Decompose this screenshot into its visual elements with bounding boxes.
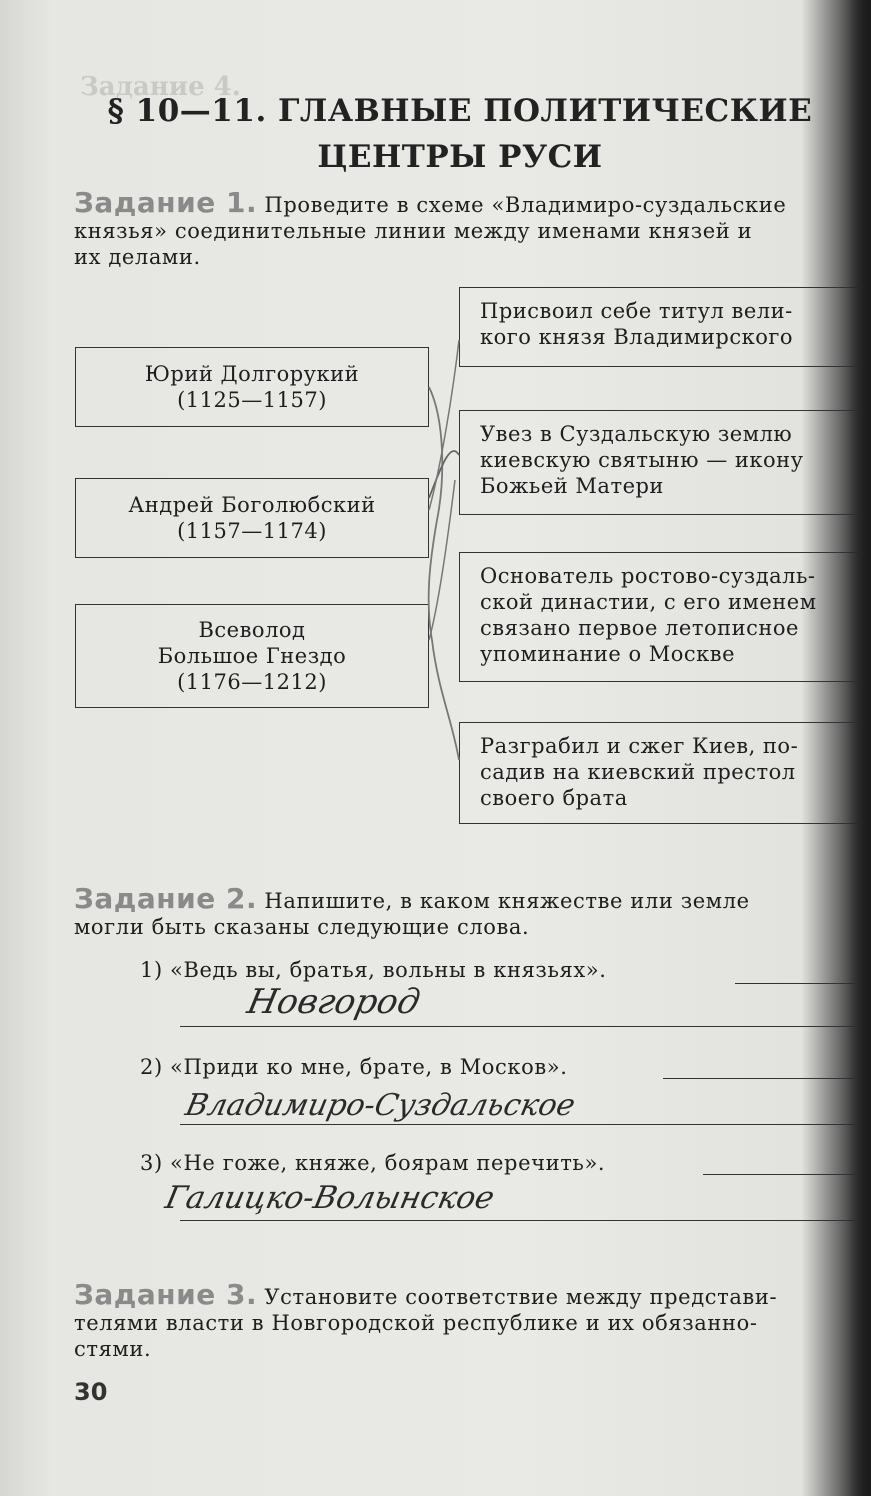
answer-line [663,1078,855,1079]
bleed-through-text: Задание 4. [80,72,241,102]
answer-line [735,983,855,984]
task1-text-line1: Проведите в схеме «Владимиро-суздальские [264,193,787,217]
deed-line: упоминание о Москве [480,642,736,666]
answer-line [180,1220,855,1221]
handwritten-answer-1: Новгород [243,982,424,1022]
task1-label: Задание 1. [74,186,258,219]
deed-line: Присвоил себе титул вели- [480,299,793,323]
item-quote: «Приди ко мне, брате, в Москов». [170,1055,568,1079]
task3-label: Задание 3. [74,1278,258,1311]
prince-name: Юрий Долгорукий [144,362,360,386]
line-vsevolod-to-deed1 [429,480,455,640]
item-number: 2) [140,1055,163,1079]
item-number: 1) [140,958,163,982]
task2-label: Задание 2. [74,882,258,915]
task3-text-line1: Установите соответствие между представи- [264,1285,778,1309]
task1-text-line2: князья» соединительные линии между именами князей и [74,219,753,243]
prince-name-line2: Большое Гнездо [157,644,347,668]
title-line-1: § 10—11. ГЛАВНЫЕ ПОЛИТИЧЕСКИЕ [107,93,813,129]
page-number: 30 [74,1378,108,1406]
answer-line [180,1124,855,1125]
deed-line: Увез в Суздальскую землю [480,422,793,446]
deed-line: ской династии, с его именем [480,590,817,614]
title-line-2: ЦЕНТРЫ РУСИ [317,139,603,175]
task3-intro [74,1278,778,1362]
deed-line: садив на киевский престол [480,760,796,784]
binding-shadow [846,0,871,1496]
prince-name: Андрей Боголюбский [128,493,376,517]
deed-line: киевскую святыню — икону [480,448,804,472]
deed-line: связано первое летописное [480,616,799,640]
handwritten-answer-2: Владимиро-Суздальское [182,1088,579,1123]
deed-line: кого князя Владимирского [480,325,794,349]
task2-item-1 [140,958,607,982]
deed-line: Основатель ростово-суздаль- [480,564,816,588]
prince-years: (1176—1212) [177,670,327,694]
deed-line: Разграбил и сжег Киев, по- [480,734,799,758]
task3-text-line2: телями власти в Новгородской республике и их обязанно- [74,1311,758,1335]
item-quote: «Ведь вы, братья, вольны в князьях». [170,958,607,982]
task2-text-line2: могли быть сказаны следующие слова. [74,915,530,939]
answer-line [180,1026,855,1027]
deed-line: Божьей Матери [480,474,664,498]
task2-item-2 [140,1055,568,1079]
prince-name-line1: Всеволод [198,618,306,642]
task2-text-line1: Напишите, в каком княжестве или земле [264,889,750,913]
item-quote: «Не гоже, княже, боярам перечить». [170,1151,606,1175]
item-number: 3) [140,1151,163,1175]
handwritten-answer-3: Галицко-Волынское [162,1180,498,1216]
task1-text-line3: их делами. [74,245,201,269]
prince-years: (1157—1174) [177,519,327,543]
task2-intro [74,882,750,940]
task3-text-line3: стями. [74,1337,152,1361]
prince-years: (1125—1157) [177,388,327,412]
answer-line [703,1174,855,1175]
deed-line: своего брата [480,786,628,810]
task2-item-3 [140,1151,605,1175]
